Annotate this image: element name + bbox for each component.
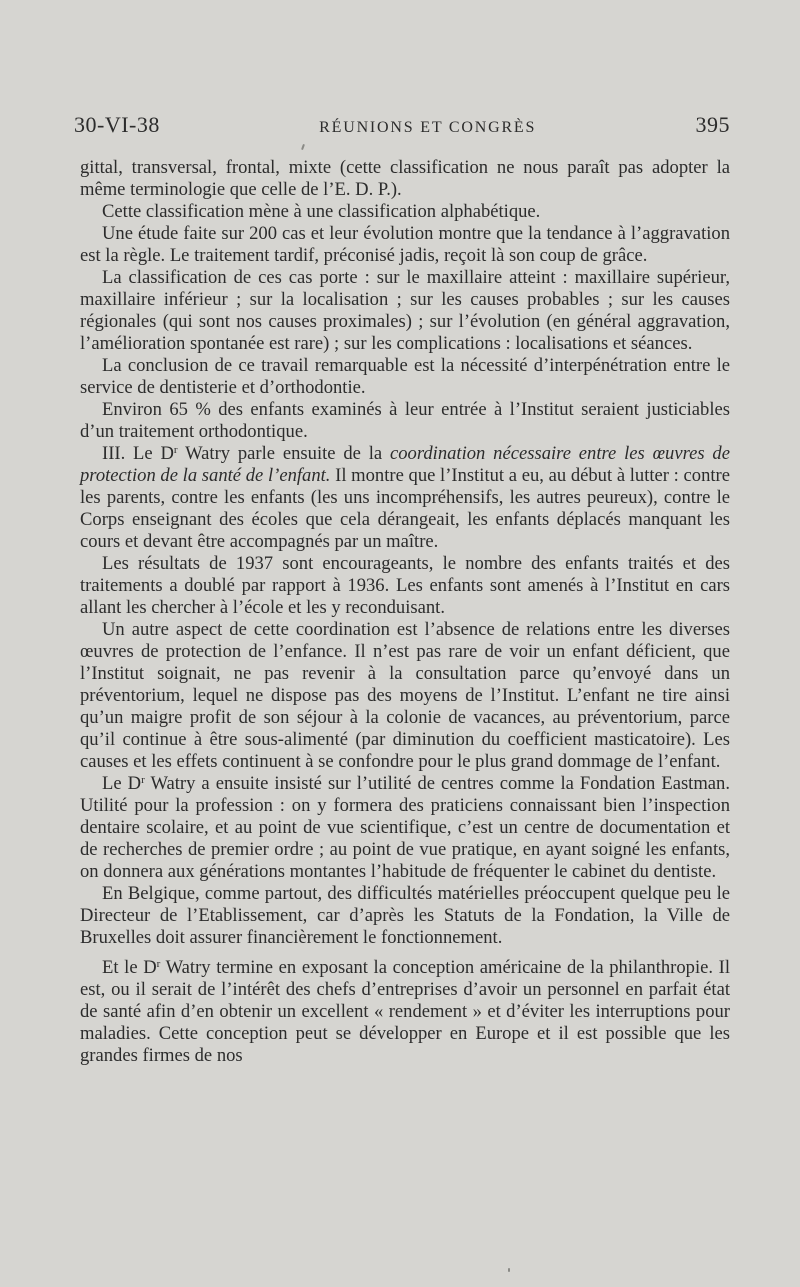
paragraph: [80, 443, 730, 553]
text-run: Watry parle ensuite de la: [177, 443, 390, 464]
page-number: 395: [695, 112, 730, 137]
text-run: Cette classification mène à une classification alphabétique.: [102, 201, 541, 222]
text-run: Watry termine en exposant la conception américaine de la philanthropie. Il est, ou il serait de l’intérêt des chefs d’entreprises d’avoir un personnel en parfait état de santé afin d’en obtenir un excellent « rendement » et d’éviter les interruptions pour maladies. Cette conception peut se développer en Europe et il est possible que les grandes firmes de nos: [80, 957, 730, 1066]
text-run: Environ 65 % des enfants examinés à leur entrée à l’Institut seraient justiciables d’un traitement orthodontique.: [80, 399, 730, 442]
superscript: r: [141, 774, 145, 786]
print-speck: [508, 1268, 510, 1272]
text-run: gittal, transversal, frontal, mixte (cette classification ne nous paraît pas adopter la même terminologie que celle de l’E. D. P.).: [80, 157, 730, 200]
superscript: r: [156, 958, 161, 970]
text-run: La classification de ces cas porte : sur le maxillaire atteint : maxillaire supérieur, maxillaire inférieur ; sur la localisation ; sur les causes probables ; sur les causes régionales (qui sont nos causes proximales) ; sur l’évolution (en général aggravation, l’amélioration spontanée est rare) ; sur les complications : localisations et séances.: [80, 267, 730, 354]
paragraph: [80, 267, 730, 355]
text-run: Et le D: [102, 957, 157, 978]
paragraph: [80, 553, 730, 619]
paragraph: [80, 355, 730, 399]
paragraph: [80, 957, 730, 1067]
text-run: III. Le D: [102, 443, 174, 464]
text-run: Le D: [102, 773, 142, 794]
text-run: En Belgique, comme partout, des difficultés matérielles préoccupent quelque peu le Directeur de l’Etablissement, car d’après les Statuts de la Fondation, la Ville de Bruxelles doit assurer financièrement le fonctionnement.: [80, 883, 730, 948]
text-run: La conclusion de ce travail remarquable est la nécessité d’interpénétration entre le service de dentisterie et d’orthodontie.: [80, 355, 730, 398]
italic-text: coordination nécessaire entre les œuvres de protection de la santé de l’enfant.: [80, 443, 730, 486]
print-speck: [301, 144, 305, 150]
body-text: [80, 157, 730, 1067]
paragraph: [80, 399, 730, 443]
text-run: Une étude faite sur 200 cas et leur évolution montre que la tendance à l’aggravation est la règle. Le traitement tardif, préconisé jadis, reçoit là son coup de grâce.: [80, 223, 730, 266]
paragraph: [80, 773, 730, 883]
paragraph: [80, 201, 730, 223]
paragraph: [80, 223, 730, 267]
text-run: Les résultats de 1937 sont encourageants, le nombre des enfants traités et des traitements a doublé par rapport à 1936. Les enfants sont amenés à l’Institut en cars allant les chercher à l’école et les y reconduisant.: [80, 553, 730, 618]
paragraph: [80, 619, 730, 773]
text-run: Watry a ensuite insisté sur l’utilité de centres comme la Fondation Eastman. Utilité pour la profession : on y formera des praticiens connaissant bien l’inspection dentaire scolaire, et au point de vue scientifique, c’est un centre de documentation et de recherches de premier ordre ; au point de vue pratique, en ayant soigné les enfants, on donnera aux générations montantes l’habitude de fréquenter le cabinet du dentiste.: [80, 773, 731, 882]
header-section-title: RÉUNIONS ET CONGRÈS: [319, 119, 537, 136]
running-header: [74, 112, 730, 136]
paragraph: [80, 883, 730, 949]
paragraph: [80, 157, 730, 201]
text-run: Un autre aspect de cette coordination est l’absence de relations entre les diverses œuvres de protection de l’enfance. Il n’est pas rare de voir un enfant déficient, que l’Institut soignait, ne pas revenir à la consultation parce qu’envoyé dans un préventorium, lequel ne dispose pas des moyens de l’Institut. L’enfant ne tire ainsi qu’un maigre profit de son séjour à la colonie de vacances, au préventorium, parce qu’il continue à être sous-alimenté (par diminution du coefficient masticatoire). Les causes et les effets continuent à se confondre pour le plus grand dommage de l’enfant.: [80, 619, 730, 772]
superscript: r: [173, 444, 178, 456]
text-run: Il montre que l’Institut a eu, au début à lutter : contre les parents, contre les enfants (les uns incompréhensifs, les autres peureux), contre le Corps enseignant des écoles que cela dérangeait, les enfants déplacés manquant les cours et devant être accompagnés par un maître.: [80, 465, 730, 552]
header-date: 30-VI-38: [74, 112, 160, 137]
